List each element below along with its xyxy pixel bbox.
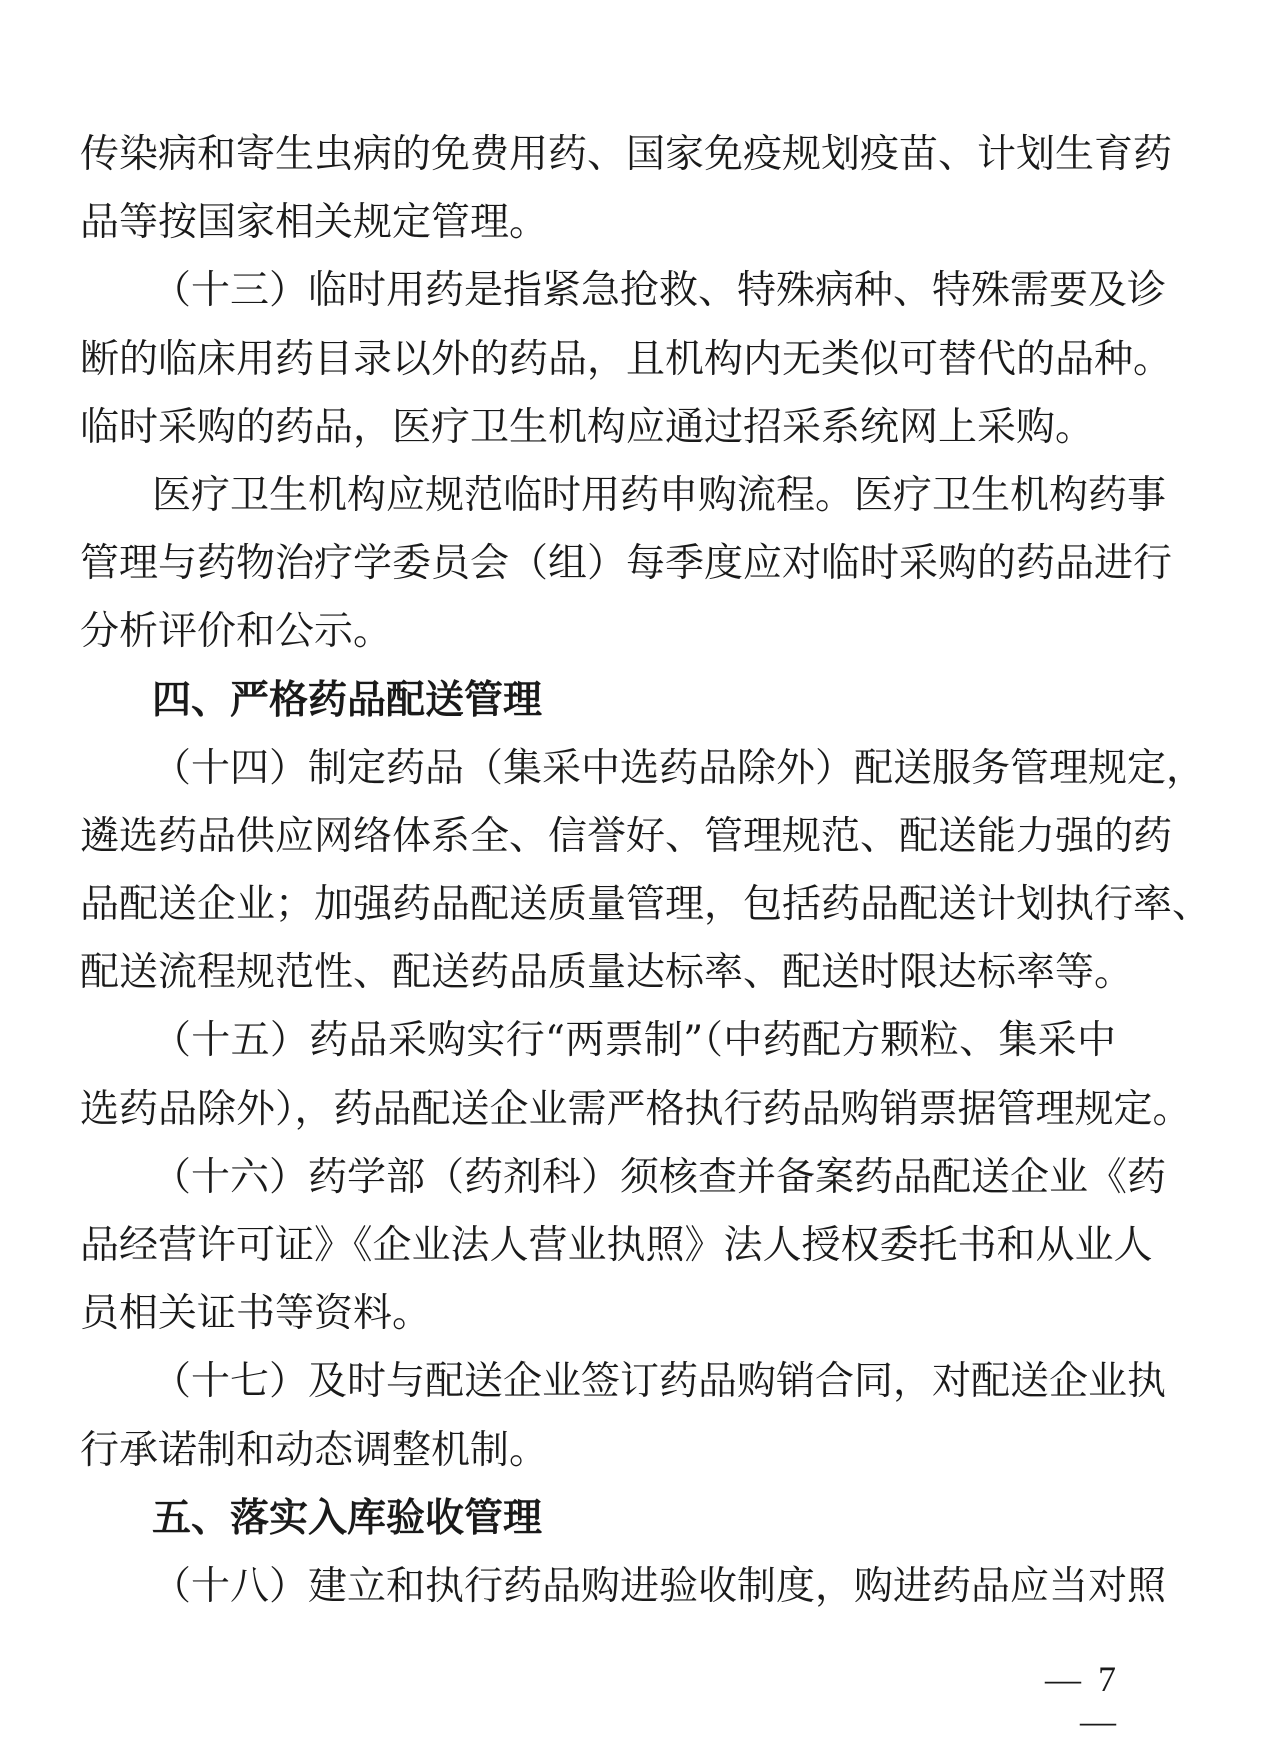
page-number: — 7 — (1045, 1659, 1120, 1741)
text-line: 品经营许可证》《企业法人营业执照》法人授权委托书和从业人 (80, 1223, 1153, 1268)
text-line: 遴选药品供应网络体系全、信誉好、管理规范、配送能力强的药 (80, 813, 1173, 859)
text-line: 品配送企业；加强药品配送质量管理，包括药品配送计划执行率、 (80, 882, 1212, 928)
text-line: （十三）临时用药是指紧急抢救、特殊病种、特殊需要及诊 (152, 268, 1167, 314)
text-line: 配送流程规范性、配送药品质量达标率、配送时限达标率等。 (80, 950, 1134, 996)
text-line: 选药品除外），药品配送企业需严格执行药品购销票据管理规定。 (80, 1086, 1192, 1132)
text-line: （十八）建立和执行药品购进验收制度，购进药品应当对照 (152, 1563, 1167, 1609)
text-line: 医疗卫生机构应规范临时用药申购流程。医疗卫生机构药事 (152, 472, 1167, 518)
text-line: （十四）制定药品（集采中选药品除外）配送服务管理规定， (152, 745, 1206, 791)
text-line: 临时采购的药品，医疗卫生机构应通过招采系统网上采购。 (80, 404, 1095, 450)
text-line: 行承诺制和动态调整机制。 (80, 1427, 549, 1473)
text-line: 断的临床用药目录以外的药品，且机构内无类似可替代的品种。 (80, 336, 1173, 382)
text-line: 管理与药物治疗学委员会（组）每季度应对临时采购的药品进行 (80, 541, 1173, 587)
text-line: 员相关证书等资料。 (80, 1291, 432, 1337)
text-line: 品等按国家相关规定管理。 (80, 200, 549, 246)
text-line: （十七）及时与配送企业签订药品购销合同，对配送企业执 (152, 1359, 1167, 1405)
text-line: （十五）药品采购实行“两票制”（中药配方颗粒、集采中 (152, 1018, 1116, 1064)
section-heading: 四、严格药品配送管理 (152, 677, 543, 723)
text-line: （十六）药学部（药剂科）须核查并备案药品配送企业《药 (152, 1154, 1167, 1200)
document-body (80, 121, 1212, 1621)
text-line: 分析评价和公示。 (80, 609, 393, 655)
section-heading: 五、落实入库验收管理 (152, 1495, 543, 1541)
text-line: 传染病和寄生虫病的免费用药、国家免疫规划疫苗、计划生育药 (80, 132, 1173, 177)
